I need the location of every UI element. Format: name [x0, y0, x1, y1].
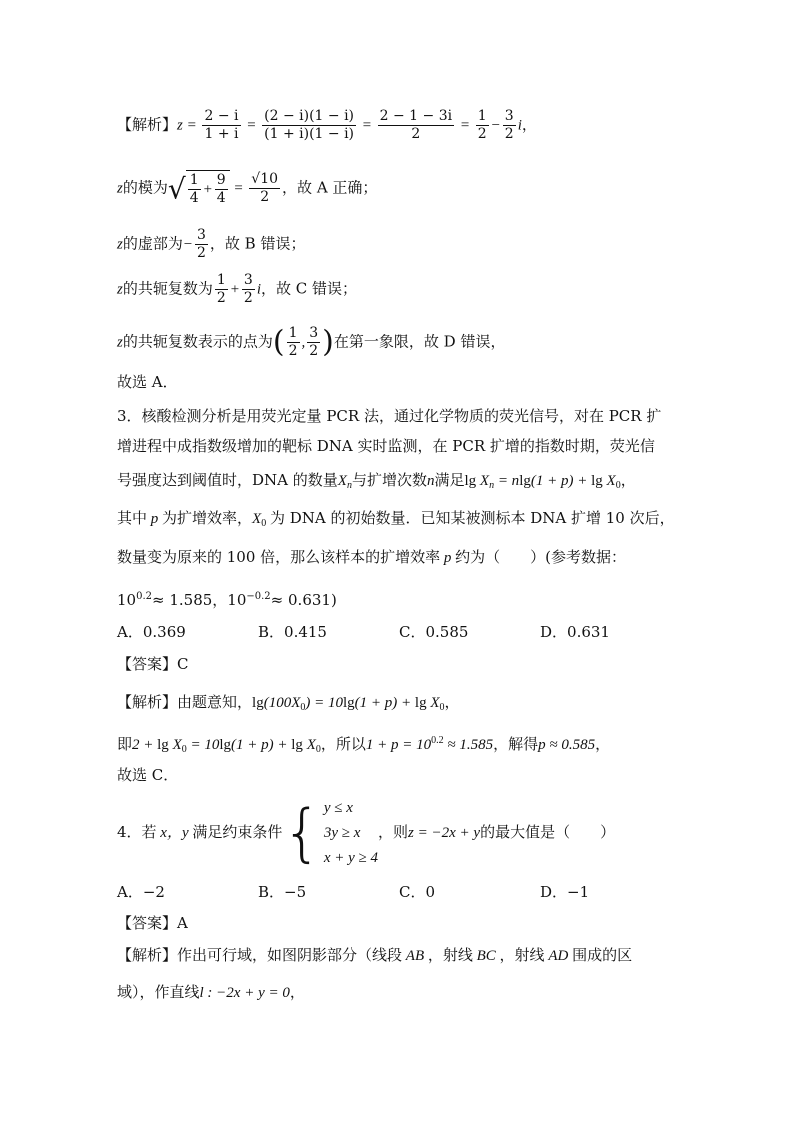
q3-jiexi-line2: 即$2 + \lg X_0 = 10\lg(1 + p) + \lg X_0$，所以$1 + p = 10^{0.2} \approx 1.585$，解得p ≈ 0.585，	[117, 735, 611, 755]
frac-half: $\frac{1}{2}$	[477, 108, 487, 142]
q4-options	[117, 882, 681, 902]
q3-stem-3: 号强度达到阈值时，DNA 的数量$X_n$与扩增次数n满足$\lg X_n = nlg(1 + p) + \lg X_0$，	[117, 471, 636, 491]
frac-simplified: $\frac{2 - 1 - 3i}{2}$	[379, 108, 453, 142]
option-b: B．0.415	[258, 623, 327, 641]
jiexi-label: 【解析】	[117, 115, 178, 134]
frac-2-i-over-1+i: $\frac{2 - i}{1 + i}$	[204, 108, 239, 142]
frac-expanded: $\frac{(2 - i)(1 - i)}{(1 + i)(1 - i)}$	[264, 108, 355, 142]
option-c: C．0	[399, 883, 436, 901]
q3-answer: 【答案】C	[117, 655, 189, 673]
option-c: C．0.585	[399, 623, 469, 641]
q4-stem: 4．若 x，y 满足约束条件{ y ≤ x 3y ≥ x x + y ≥ 4 ，则z = −2x + y的最大值是（ ）	[117, 796, 616, 869]
q3-reference-data: $10^{0.2}\approx 1.585$，$10^{-0.2}\approx 0.631$)	[117, 591, 337, 609]
q2-jiexi-line3: z的虚部为− $\frac{3}{2}$ ，故 B 错误；	[117, 227, 306, 261]
q3-jiexi-line1: 【解析】由题意知，$\lg(100X_0) = 10\lg(1 + p) + \lg X_0$，	[117, 693, 460, 713]
q3-stem-2: 增进程中成指数级增加的靶标 DNA 实时监测，在 PCR 扩增的指数时期，荧光信	[117, 437, 655, 455]
frac-three-halves: $\frac{3}{2}$	[504, 108, 514, 142]
q3-options	[117, 622, 681, 642]
q2-jiexi-line4: z的共轭复数为 $\frac{1}{2}$ + $\frac{3}{2}$ i，故 C 错误；	[117, 272, 358, 306]
option-d: D．0.631	[540, 623, 610, 641]
q3-conclusion: 故选 C．	[117, 766, 179, 784]
q4-jiexi-line2: 域），作直线l : −2x + y = 0，	[117, 983, 305, 1001]
q2-jiexi-line1: 【解析】z = $\frac{2 - i}{1 + i}$ = $\frac{(2 - i)(1 - i)}{(1 + i)(1 - i)}$ = $\frac{2 - 1 - 3i}{2}$ = $\frac{1}{2}$ − $\frac{3}{2}$ i，	[117, 108, 537, 142]
math-z-eq: z =	[177, 117, 201, 134]
option-d: D．−1	[540, 883, 590, 901]
q4-jiexi-line1: 【解析】作出可行域，如图阴影部分（线段 AB ，射线 BC ，射线 AD 围成的区	[117, 946, 633, 964]
q3-stem-4: 其中 p 为扩增效率，$X_0$ 为 DNA 的初始数量．已知某被测标本 DNA 扩增 10 次后，	[117, 509, 675, 529]
option-a: A．−2	[117, 883, 165, 901]
option-a: A．0.369	[117, 623, 186, 641]
q4-answer: 【答案】A	[117, 914, 188, 932]
constraint-system: y ≤ x 3y ≥ x x + y ≥ 4	[323, 799, 379, 866]
q2-jiexi-line2: z的模为√ $\frac{1}{4}$ + $\frac{9}{4}$ = $\frac{√10}{2}$ ，故 A 正确；	[117, 171, 378, 206]
left-brace-icon: {	[282, 796, 322, 869]
frac-sqrt10-over-2: $\frac{√10}{2}$	[251, 171, 279, 205]
q2-jiexi-line5: z的共轭复数表示的点为( $\frac{1}{2}$ , $\frac{3}{2}$ )在第一象限，故 D 错误，	[117, 324, 506, 360]
sqrt-modulus: √ $\frac{1}{4}$ + $\frac{9}{4}$	[168, 170, 230, 207]
option-b: B．−5	[258, 883, 307, 901]
q3-stem-1: 3．核酸检测分析是用荧光定量 PCR 法，通过化学物质的荧光信号，对在 PCR 扩	[117, 407, 662, 425]
q3-stem-5: 数量变为原来的 100 倍，那么该样本的扩增效率 p 约为（ ）(参考数据：	[117, 548, 627, 566]
q2-conclusion: 故选 A．	[117, 373, 178, 391]
